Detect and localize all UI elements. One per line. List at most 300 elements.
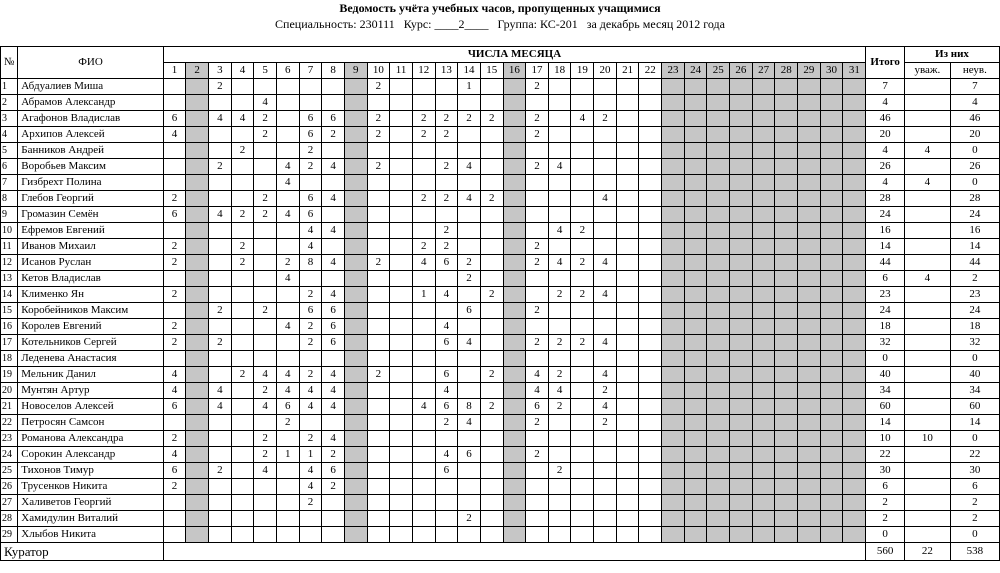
day-cell bbox=[458, 351, 481, 367]
day-cell bbox=[503, 431, 526, 447]
day-cell bbox=[367, 495, 390, 511]
day-cell bbox=[775, 239, 798, 255]
day-cell bbox=[571, 383, 594, 399]
day-header: 1 bbox=[163, 63, 186, 79]
day-cell: 2 bbox=[367, 255, 390, 271]
day-cell bbox=[412, 463, 435, 479]
day-cell bbox=[208, 527, 231, 543]
day-cell bbox=[435, 95, 458, 111]
day-cell bbox=[798, 511, 821, 527]
day-cell: 4 bbox=[322, 431, 345, 447]
day-cell bbox=[480, 495, 503, 511]
day-header: 30 bbox=[820, 63, 843, 79]
student-name: Халиветов Георгий bbox=[18, 495, 163, 511]
day-cell bbox=[639, 111, 662, 127]
day-cell bbox=[299, 511, 322, 527]
day-cell bbox=[548, 303, 571, 319]
row-unexcused: 0 bbox=[950, 175, 999, 191]
day-cell bbox=[186, 111, 209, 127]
row-total: 20 bbox=[866, 127, 905, 143]
day-cell: 2 bbox=[231, 239, 254, 255]
row-excused bbox=[904, 383, 950, 399]
day-cell bbox=[390, 95, 413, 111]
day-cell bbox=[480, 159, 503, 175]
row-number: 9 bbox=[1, 207, 18, 223]
day-cell bbox=[820, 431, 843, 447]
day-cell bbox=[412, 415, 435, 431]
table-row bbox=[1, 399, 1000, 415]
day-cell bbox=[730, 447, 753, 463]
day-cell bbox=[186, 239, 209, 255]
day-cell: 4 bbox=[299, 223, 322, 239]
day-cell bbox=[707, 463, 730, 479]
day-cell bbox=[707, 431, 730, 447]
day-cell bbox=[616, 255, 639, 271]
day-cell bbox=[798, 431, 821, 447]
day-cell bbox=[276, 351, 299, 367]
curator-signature-cell bbox=[163, 543, 866, 561]
student-name: Романова Александра bbox=[18, 431, 163, 447]
day-cell bbox=[254, 287, 277, 303]
student-name: Гизбрехт Полина bbox=[18, 175, 163, 191]
row-excused bbox=[904, 399, 950, 415]
day-cell bbox=[299, 351, 322, 367]
day-cell bbox=[367, 431, 390, 447]
day-cell bbox=[412, 479, 435, 495]
day-cell bbox=[458, 207, 481, 223]
day-cell bbox=[684, 239, 707, 255]
day-header: 5 bbox=[254, 63, 277, 79]
day-header: 22 bbox=[639, 63, 662, 79]
day-cell bbox=[412, 527, 435, 543]
day-cell bbox=[390, 239, 413, 255]
table-row bbox=[1, 527, 1000, 543]
table-row bbox=[1, 175, 1000, 191]
day-cell bbox=[571, 399, 594, 415]
col-header-number: № bbox=[1, 47, 18, 79]
day-cell bbox=[276, 335, 299, 351]
day-cell bbox=[843, 271, 866, 287]
day-header: 7 bbox=[299, 63, 322, 79]
day-cell bbox=[276, 431, 299, 447]
day-cell: 4 bbox=[299, 239, 322, 255]
day-cell bbox=[299, 527, 322, 543]
day-cell bbox=[775, 383, 798, 399]
row-total: 0 bbox=[866, 351, 905, 367]
day-cell bbox=[707, 351, 730, 367]
day-cell: 4 bbox=[435, 383, 458, 399]
day-cell bbox=[571, 175, 594, 191]
day-cell bbox=[594, 319, 617, 335]
day-cell: 6 bbox=[163, 207, 186, 223]
day-cell bbox=[684, 527, 707, 543]
table-row bbox=[1, 143, 1000, 159]
day-cell bbox=[254, 335, 277, 351]
day-cell bbox=[208, 495, 231, 511]
day-cell bbox=[163, 271, 186, 287]
day-cell bbox=[662, 527, 685, 543]
day-cell bbox=[344, 431, 367, 447]
day-cell: 4 bbox=[276, 159, 299, 175]
day-cell: 4 bbox=[594, 399, 617, 415]
day-cell: 4 bbox=[435, 319, 458, 335]
day-cell bbox=[707, 511, 730, 527]
day-cell bbox=[707, 495, 730, 511]
day-cell bbox=[412, 511, 435, 527]
day-cell bbox=[186, 463, 209, 479]
day-cell bbox=[571, 143, 594, 159]
day-cell bbox=[639, 479, 662, 495]
day-header: 13 bbox=[435, 63, 458, 79]
day-cell bbox=[730, 111, 753, 127]
row-number: 24 bbox=[1, 447, 18, 463]
day-cell bbox=[616, 223, 639, 239]
day-cell bbox=[299, 95, 322, 111]
day-cell bbox=[798, 527, 821, 543]
day-cell bbox=[208, 127, 231, 143]
day-cell bbox=[730, 191, 753, 207]
day-cell bbox=[503, 399, 526, 415]
student-name: Воробьев Максим bbox=[18, 159, 163, 175]
day-cell bbox=[752, 223, 775, 239]
day-cell bbox=[186, 447, 209, 463]
day-cell bbox=[616, 303, 639, 319]
day-cell bbox=[662, 159, 685, 175]
day-cell bbox=[435, 495, 458, 511]
day-cell bbox=[730, 399, 753, 415]
day-cell bbox=[571, 191, 594, 207]
day-cell bbox=[775, 527, 798, 543]
day-cell: 2 bbox=[322, 479, 345, 495]
day-cell: 2 bbox=[163, 255, 186, 271]
day-cell bbox=[526, 207, 549, 223]
day-cell bbox=[616, 511, 639, 527]
day-cell bbox=[412, 367, 435, 383]
day-cell: 4 bbox=[526, 383, 549, 399]
day-cell bbox=[752, 79, 775, 95]
row-total: 28 bbox=[866, 191, 905, 207]
day-cell bbox=[208, 367, 231, 383]
day-cell bbox=[390, 127, 413, 143]
day-cell bbox=[526, 463, 549, 479]
day-cell bbox=[163, 351, 186, 367]
day-cell bbox=[820, 527, 843, 543]
day-cell bbox=[684, 351, 707, 367]
day-cell: 6 bbox=[322, 111, 345, 127]
day-cell bbox=[571, 95, 594, 111]
day-cell: 6 bbox=[276, 399, 299, 415]
day-cell bbox=[662, 95, 685, 111]
day-cell bbox=[775, 95, 798, 111]
day-cell bbox=[322, 79, 345, 95]
day-cell bbox=[843, 463, 866, 479]
day-cell bbox=[639, 207, 662, 223]
day-cell bbox=[254, 239, 277, 255]
day-cell: 6 bbox=[322, 303, 345, 319]
day-cell bbox=[254, 415, 277, 431]
row-excused: 4 bbox=[904, 143, 950, 159]
row-excused bbox=[904, 415, 950, 431]
table-row bbox=[1, 319, 1000, 335]
day-cell bbox=[276, 79, 299, 95]
day-cell bbox=[639, 383, 662, 399]
day-cell: 2 bbox=[548, 399, 571, 415]
day-cell bbox=[231, 303, 254, 319]
row-total: 7 bbox=[866, 79, 905, 95]
day-cell bbox=[571, 351, 594, 367]
day-cell bbox=[843, 447, 866, 463]
day-cell: 4 bbox=[208, 383, 231, 399]
day-cell bbox=[775, 415, 798, 431]
day-cell bbox=[186, 255, 209, 271]
table-row bbox=[1, 95, 1000, 111]
day-cell bbox=[503, 239, 526, 255]
day-cell bbox=[526, 223, 549, 239]
day-cell: 4 bbox=[412, 255, 435, 271]
row-excused bbox=[904, 223, 950, 239]
day-cell bbox=[344, 79, 367, 95]
row-excused bbox=[904, 111, 950, 127]
day-cell bbox=[707, 143, 730, 159]
day-cell: 2 bbox=[299, 319, 322, 335]
day-cell bbox=[480, 127, 503, 143]
day-cell bbox=[684, 287, 707, 303]
day-cell bbox=[322, 495, 345, 511]
day-cell bbox=[390, 271, 413, 287]
document-subtitle: Специальность: 230111 Курс: ____2____ Группа: КС-201 за декабрь месяц 2012 года bbox=[275, 17, 725, 31]
day-cell bbox=[662, 335, 685, 351]
row-unexcused: 30 bbox=[950, 463, 999, 479]
row-unexcused: 6 bbox=[950, 479, 999, 495]
day-cell bbox=[412, 223, 435, 239]
table-row bbox=[1, 303, 1000, 319]
day-cell bbox=[367, 223, 390, 239]
day-cell: 2 bbox=[571, 223, 594, 239]
row-unexcused: 28 bbox=[950, 191, 999, 207]
day-cell bbox=[344, 191, 367, 207]
student-name: Леденева Анастасия bbox=[18, 351, 163, 367]
day-cell bbox=[752, 527, 775, 543]
row-number: 20 bbox=[1, 383, 18, 399]
day-cell: 4 bbox=[276, 319, 299, 335]
day-cell: 2 bbox=[480, 287, 503, 303]
table-row bbox=[1, 111, 1000, 127]
day-cell bbox=[322, 271, 345, 287]
day-cell: 6 bbox=[458, 447, 481, 463]
day-cell bbox=[435, 79, 458, 95]
day-cell bbox=[707, 383, 730, 399]
day-cell bbox=[798, 239, 821, 255]
row-total: 24 bbox=[866, 303, 905, 319]
day-cell bbox=[390, 399, 413, 415]
day-cell bbox=[820, 479, 843, 495]
day-cell bbox=[344, 527, 367, 543]
day-cell bbox=[594, 239, 617, 255]
day-cell bbox=[390, 207, 413, 223]
row-excused bbox=[904, 367, 950, 383]
day-cell bbox=[571, 431, 594, 447]
day-cell bbox=[571, 319, 594, 335]
day-cell bbox=[548, 319, 571, 335]
day-cell bbox=[730, 239, 753, 255]
day-cell: 4 bbox=[322, 399, 345, 415]
day-cell bbox=[752, 479, 775, 495]
day-cell bbox=[163, 303, 186, 319]
day-cell bbox=[730, 287, 753, 303]
row-total: 0 bbox=[866, 527, 905, 543]
day-cell bbox=[662, 127, 685, 143]
day-cell bbox=[571, 207, 594, 223]
row-excused bbox=[904, 287, 950, 303]
day-header: 20 bbox=[594, 63, 617, 79]
row-unexcused: 14 bbox=[950, 415, 999, 431]
day-cell: 4 bbox=[299, 399, 322, 415]
attendance-body bbox=[1, 79, 1000, 543]
day-cell bbox=[730, 511, 753, 527]
day-cell: 2 bbox=[231, 255, 254, 271]
day-cell bbox=[752, 351, 775, 367]
day-cell bbox=[752, 159, 775, 175]
day-cell: 6 bbox=[322, 463, 345, 479]
day-cell: 2 bbox=[254, 207, 277, 223]
day-cell bbox=[639, 399, 662, 415]
day-cell bbox=[548, 239, 571, 255]
day-cell bbox=[503, 95, 526, 111]
day-cell bbox=[639, 447, 662, 463]
table-row bbox=[1, 351, 1000, 367]
day-cell bbox=[684, 175, 707, 191]
day-cell bbox=[344, 319, 367, 335]
day-cell bbox=[503, 367, 526, 383]
day-cell bbox=[775, 463, 798, 479]
day-cell bbox=[775, 143, 798, 159]
footer-excused: 22 bbox=[904, 543, 950, 561]
day-cell bbox=[843, 495, 866, 511]
day-cell bbox=[480, 351, 503, 367]
day-cell: 6 bbox=[322, 335, 345, 351]
col-header-of-them: Из них bbox=[904, 47, 999, 63]
day-cell bbox=[616, 143, 639, 159]
day-cell: 6 bbox=[163, 399, 186, 415]
day-cell bbox=[503, 287, 526, 303]
day-cell: 2 bbox=[526, 127, 549, 143]
day-cell bbox=[684, 255, 707, 271]
day-cell: 2 bbox=[299, 495, 322, 511]
row-total: 44 bbox=[866, 255, 905, 271]
day-cell bbox=[730, 127, 753, 143]
day-cell bbox=[299, 79, 322, 95]
day-cell bbox=[684, 447, 707, 463]
day-cell bbox=[684, 431, 707, 447]
day-cell: 2 bbox=[526, 255, 549, 271]
day-cell bbox=[798, 127, 821, 143]
row-total: 34 bbox=[866, 383, 905, 399]
day-cell bbox=[571, 271, 594, 287]
day-cell: 2 bbox=[254, 111, 277, 127]
day-cell bbox=[752, 127, 775, 143]
day-cell bbox=[435, 431, 458, 447]
day-header: 28 bbox=[775, 63, 798, 79]
day-cell bbox=[163, 175, 186, 191]
day-cell bbox=[730, 527, 753, 543]
day-cell bbox=[798, 159, 821, 175]
day-cell: 4 bbox=[548, 383, 571, 399]
table-row bbox=[1, 479, 1000, 495]
day-cell bbox=[616, 127, 639, 143]
row-excused bbox=[904, 351, 950, 367]
row-excused bbox=[904, 303, 950, 319]
day-cell bbox=[231, 223, 254, 239]
day-cell bbox=[412, 143, 435, 159]
row-number: 23 bbox=[1, 431, 18, 447]
day-cell bbox=[843, 415, 866, 431]
day-header: 26 bbox=[730, 63, 753, 79]
day-cell: 6 bbox=[458, 303, 481, 319]
day-cell bbox=[707, 303, 730, 319]
day-cell bbox=[594, 271, 617, 287]
day-header: 9 bbox=[344, 63, 367, 79]
day-cell bbox=[231, 271, 254, 287]
day-cell bbox=[367, 191, 390, 207]
day-cell bbox=[344, 127, 367, 143]
day-cell bbox=[548, 431, 571, 447]
row-total: 60 bbox=[866, 399, 905, 415]
day-cell bbox=[752, 287, 775, 303]
table-row bbox=[1, 271, 1000, 287]
day-cell bbox=[186, 191, 209, 207]
day-cell bbox=[163, 223, 186, 239]
row-unexcused: 24 bbox=[950, 207, 999, 223]
day-cell bbox=[798, 447, 821, 463]
day-cell bbox=[344, 239, 367, 255]
day-cell bbox=[662, 399, 685, 415]
day-cell bbox=[616, 399, 639, 415]
day-cell: 6 bbox=[435, 255, 458, 271]
day-cell: 4 bbox=[254, 367, 277, 383]
day-cell: 4 bbox=[548, 255, 571, 271]
day-cell bbox=[367, 207, 390, 223]
day-cell bbox=[752, 175, 775, 191]
day-cell bbox=[344, 447, 367, 463]
day-cell bbox=[707, 111, 730, 127]
day-cell bbox=[526, 495, 549, 511]
day-cell bbox=[707, 175, 730, 191]
day-cell bbox=[344, 271, 367, 287]
day-cell bbox=[662, 383, 685, 399]
row-number: 19 bbox=[1, 367, 18, 383]
day-cell bbox=[548, 495, 571, 511]
day-cell bbox=[344, 415, 367, 431]
day-cell: 2 bbox=[163, 287, 186, 303]
day-cell bbox=[254, 479, 277, 495]
day-cell bbox=[798, 207, 821, 223]
day-cell bbox=[594, 207, 617, 223]
day-header: 15 bbox=[480, 63, 503, 79]
day-cell bbox=[526, 287, 549, 303]
day-cell bbox=[684, 303, 707, 319]
day-cell bbox=[208, 319, 231, 335]
row-unexcused: 44 bbox=[950, 255, 999, 271]
day-cell bbox=[616, 95, 639, 111]
day-cell bbox=[390, 303, 413, 319]
day-cell: 2 bbox=[367, 127, 390, 143]
day-cell bbox=[458, 239, 481, 255]
day-cell bbox=[707, 319, 730, 335]
day-cell bbox=[548, 175, 571, 191]
day-cell bbox=[412, 175, 435, 191]
day-cell: 2 bbox=[548, 287, 571, 303]
day-cell bbox=[163, 95, 186, 111]
